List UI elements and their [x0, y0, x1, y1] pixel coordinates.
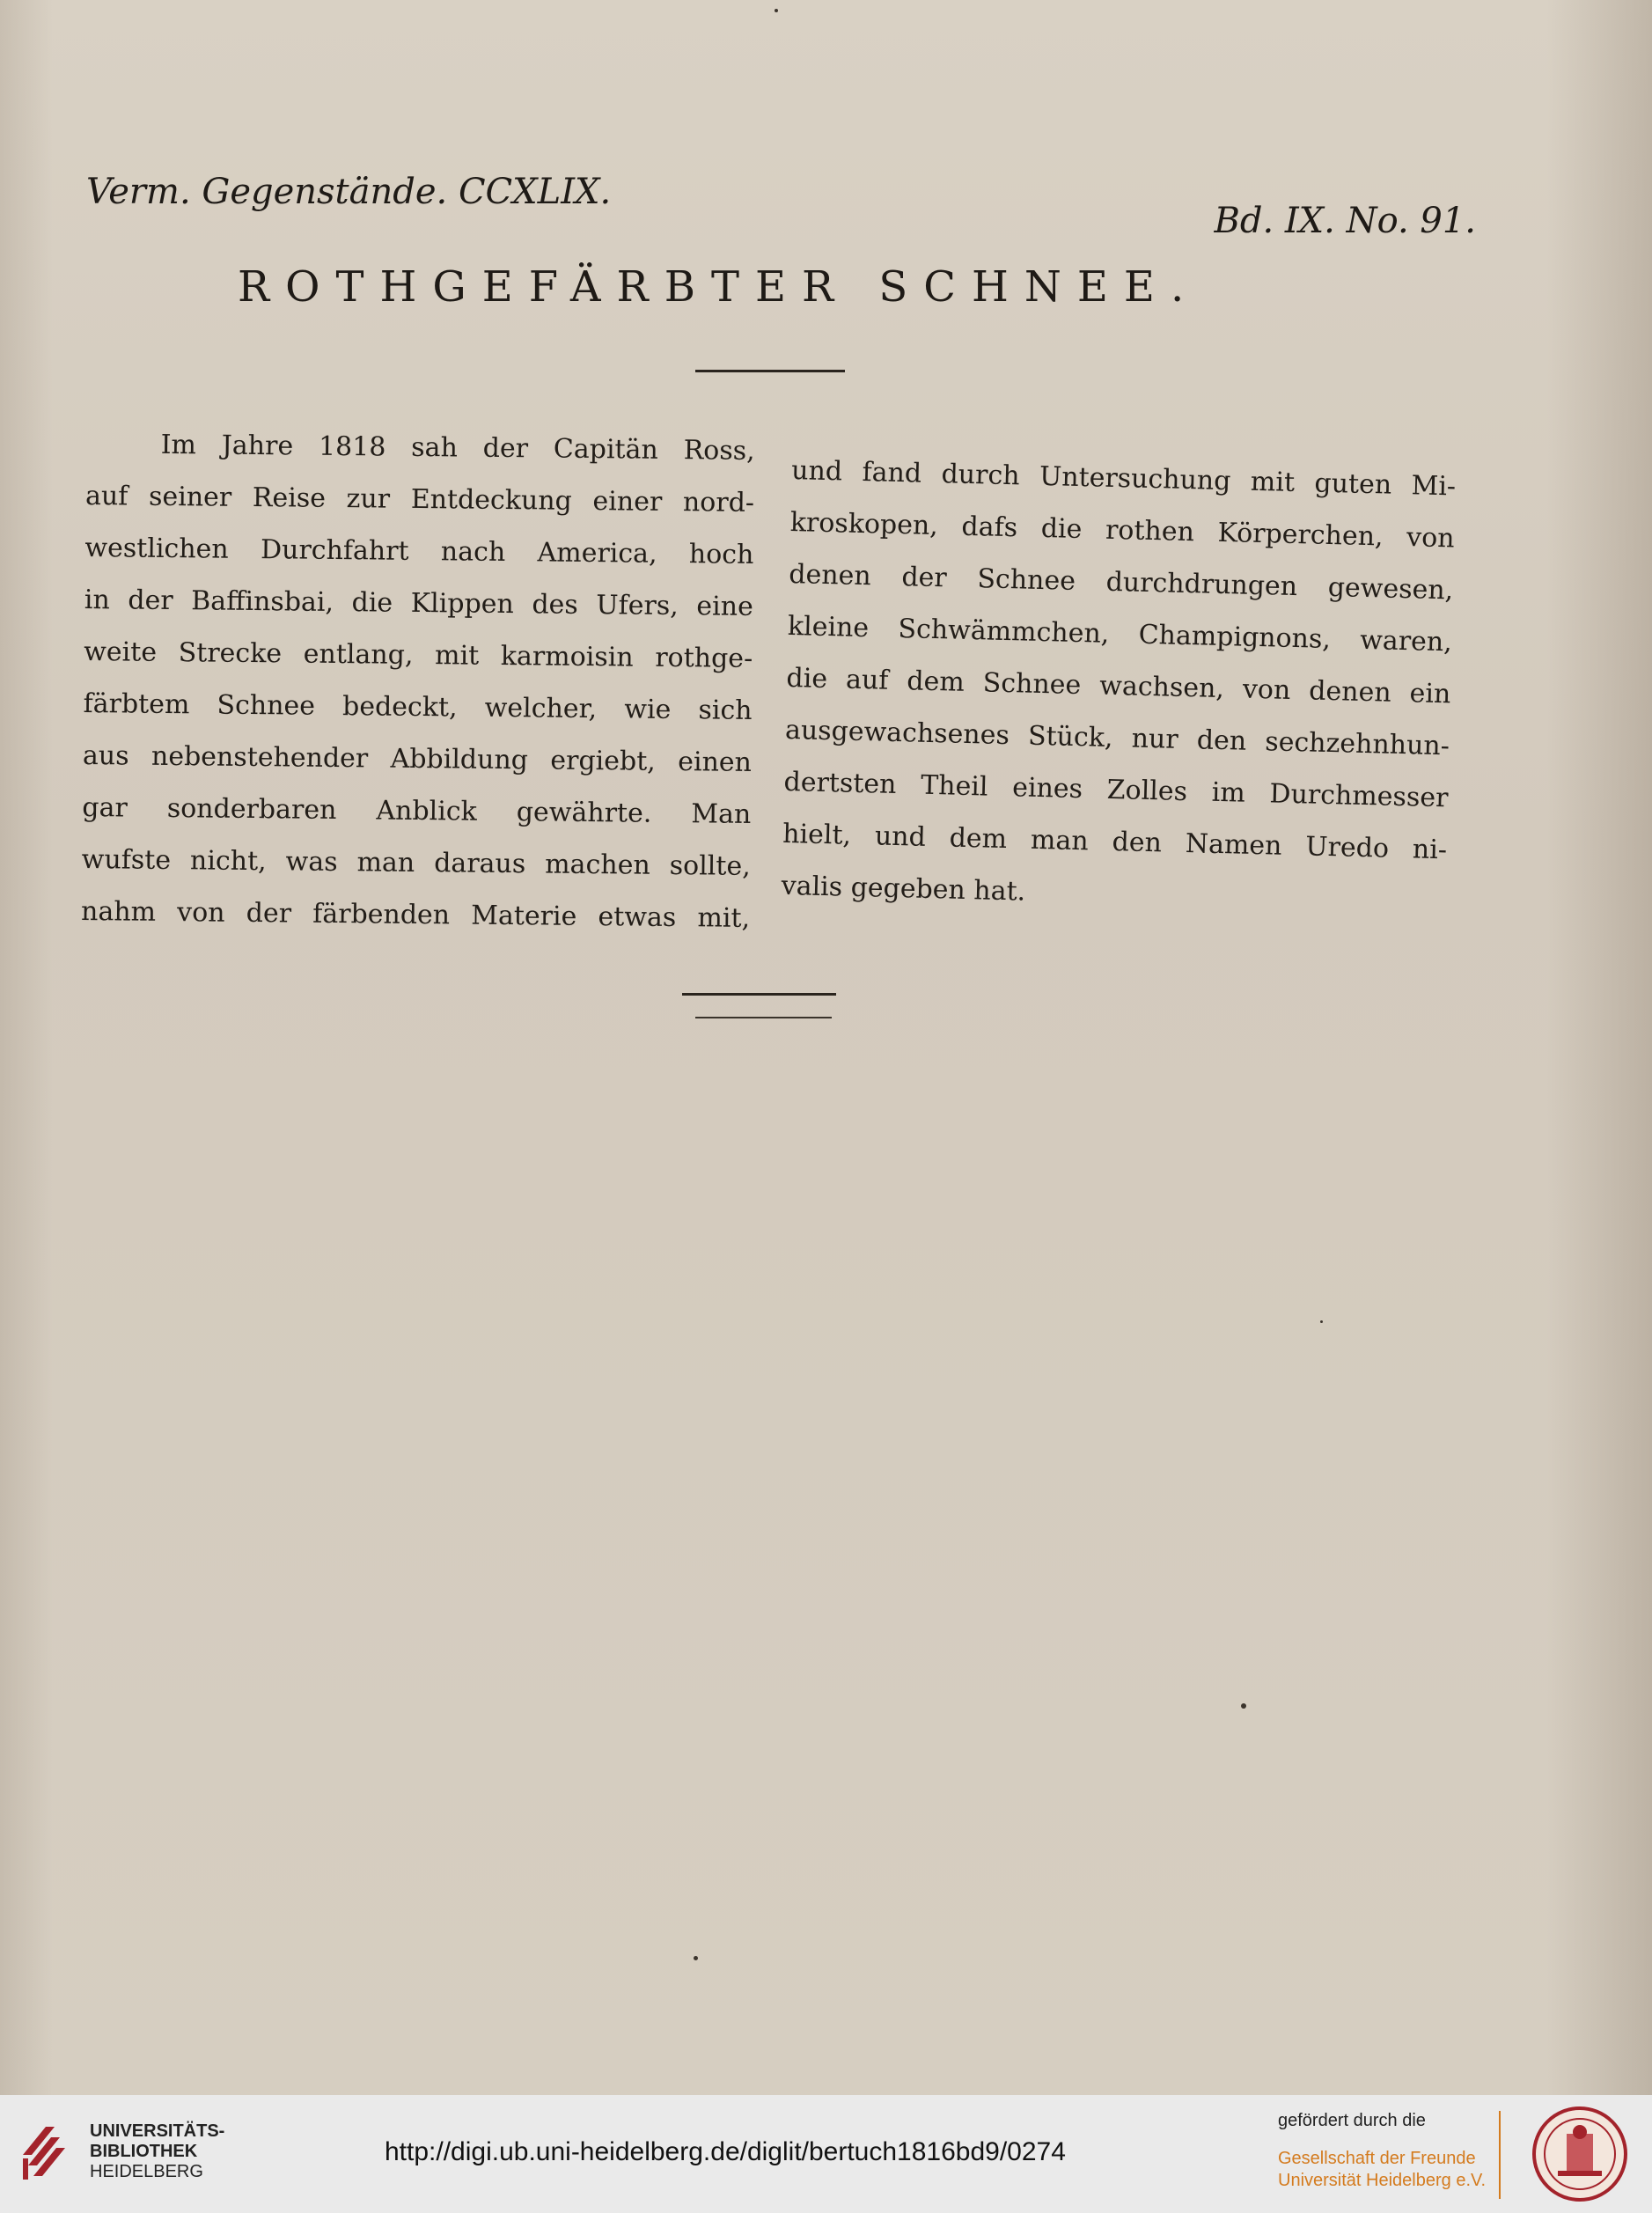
paper-speck [775, 9, 778, 12]
text-line: aus nebenstehender Abbildung ergiebt, einen [82, 739, 753, 778]
left-column [81, 418, 755, 945]
text-line: die auf dem Schnee wachsen, von denen ein [786, 662, 1451, 710]
text-line: kroskopen, dafs die rothen Körperchen, von [789, 506, 1456, 555]
text-line: ausgewachsenes Stück, nur den sechzehnhun- [784, 714, 1450, 762]
funded-by-label: gefördert durch die [1278, 2111, 1426, 2130]
sponsor-name-line: Universität Heidelberg e.V. [1278, 2171, 1487, 2190]
footer-bar [0, 2095, 1652, 2213]
university-library-logo-icon[interactable] [19, 2120, 74, 2183]
text-line: wufste nicht, was man daraus machen sollte, [81, 843, 751, 882]
paper-speck [1241, 1703, 1246, 1709]
text-line: und fand durch Untersuchung mit guten Mi- [790, 454, 1457, 503]
footer-divider [1499, 2111, 1501, 2199]
library-name-line: UNIVERSITÄTS- [90, 2121, 225, 2141]
text-line: denen der Schnee durchdrungen gewesen, [788, 558, 1454, 607]
text-line: westlichen Durchfahrt nach America, hoch [84, 532, 754, 570]
society-seal-icon [1531, 2106, 1628, 2202]
paper-speck [694, 1956, 698, 1960]
text-line: in der Baffinsbai, die Klippen des Ufers, eine [84, 584, 753, 622]
library-name[interactable] [90, 2121, 224, 2182]
text-line: Im Jahre 1818 sah der Capitän Ross, [160, 429, 755, 467]
library-name-line: BIBLIOTHEK [90, 2142, 198, 2161]
text-line: gar sonderbaren Anblick gewährte. Man [82, 791, 752, 830]
paper-speck [1320, 1320, 1323, 1323]
running-header-right: Bd. IX. No. 91. [1214, 201, 1476, 241]
text-line: weite Strecke entlang, mit karmoisin rothge- [84, 636, 753, 674]
text-line: dertsten Theil eines Zolles im Durchmesser [783, 766, 1449, 814]
text-line: auf seiner Reise zur Entdeckung einer nord- [84, 480, 755, 518]
text-line: nahm von der färbenden Materie etwas mit, [80, 895, 751, 934]
text-line: hielt, und dem man den Namen Uredo ni- [782, 818, 1448, 866]
sponsor-name-line: Gesellschaft der Freunde [1278, 2149, 1476, 2168]
title-rule [695, 370, 845, 372]
closing-rule-thin [695, 1017, 832, 1018]
text-line: färbtem Schnee bedeckt, welcher, wie sich [83, 687, 753, 726]
running-header-left: Verm. Gegenstände. CCXLIX. [86, 172, 612, 212]
permalink-url[interactable]: http://digi.ub.uni-heidelberg.de/diglit/bertuch1816bd9/0274 [385, 2137, 1066, 2166]
sponsor-name[interactable] [1278, 2148, 1486, 2192]
closing-rule [682, 993, 836, 996]
right-column [781, 445, 1457, 928]
text-line: valis gegeben hat. [781, 870, 1026, 908]
article-title: ROTHGEFÄRBTER SCHNEE. [238, 262, 1200, 312]
library-name-line: HEIDELBERG [90, 2162, 203, 2181]
text-line: kleine Schwämmchen, Champignons, waren, [787, 610, 1453, 658]
